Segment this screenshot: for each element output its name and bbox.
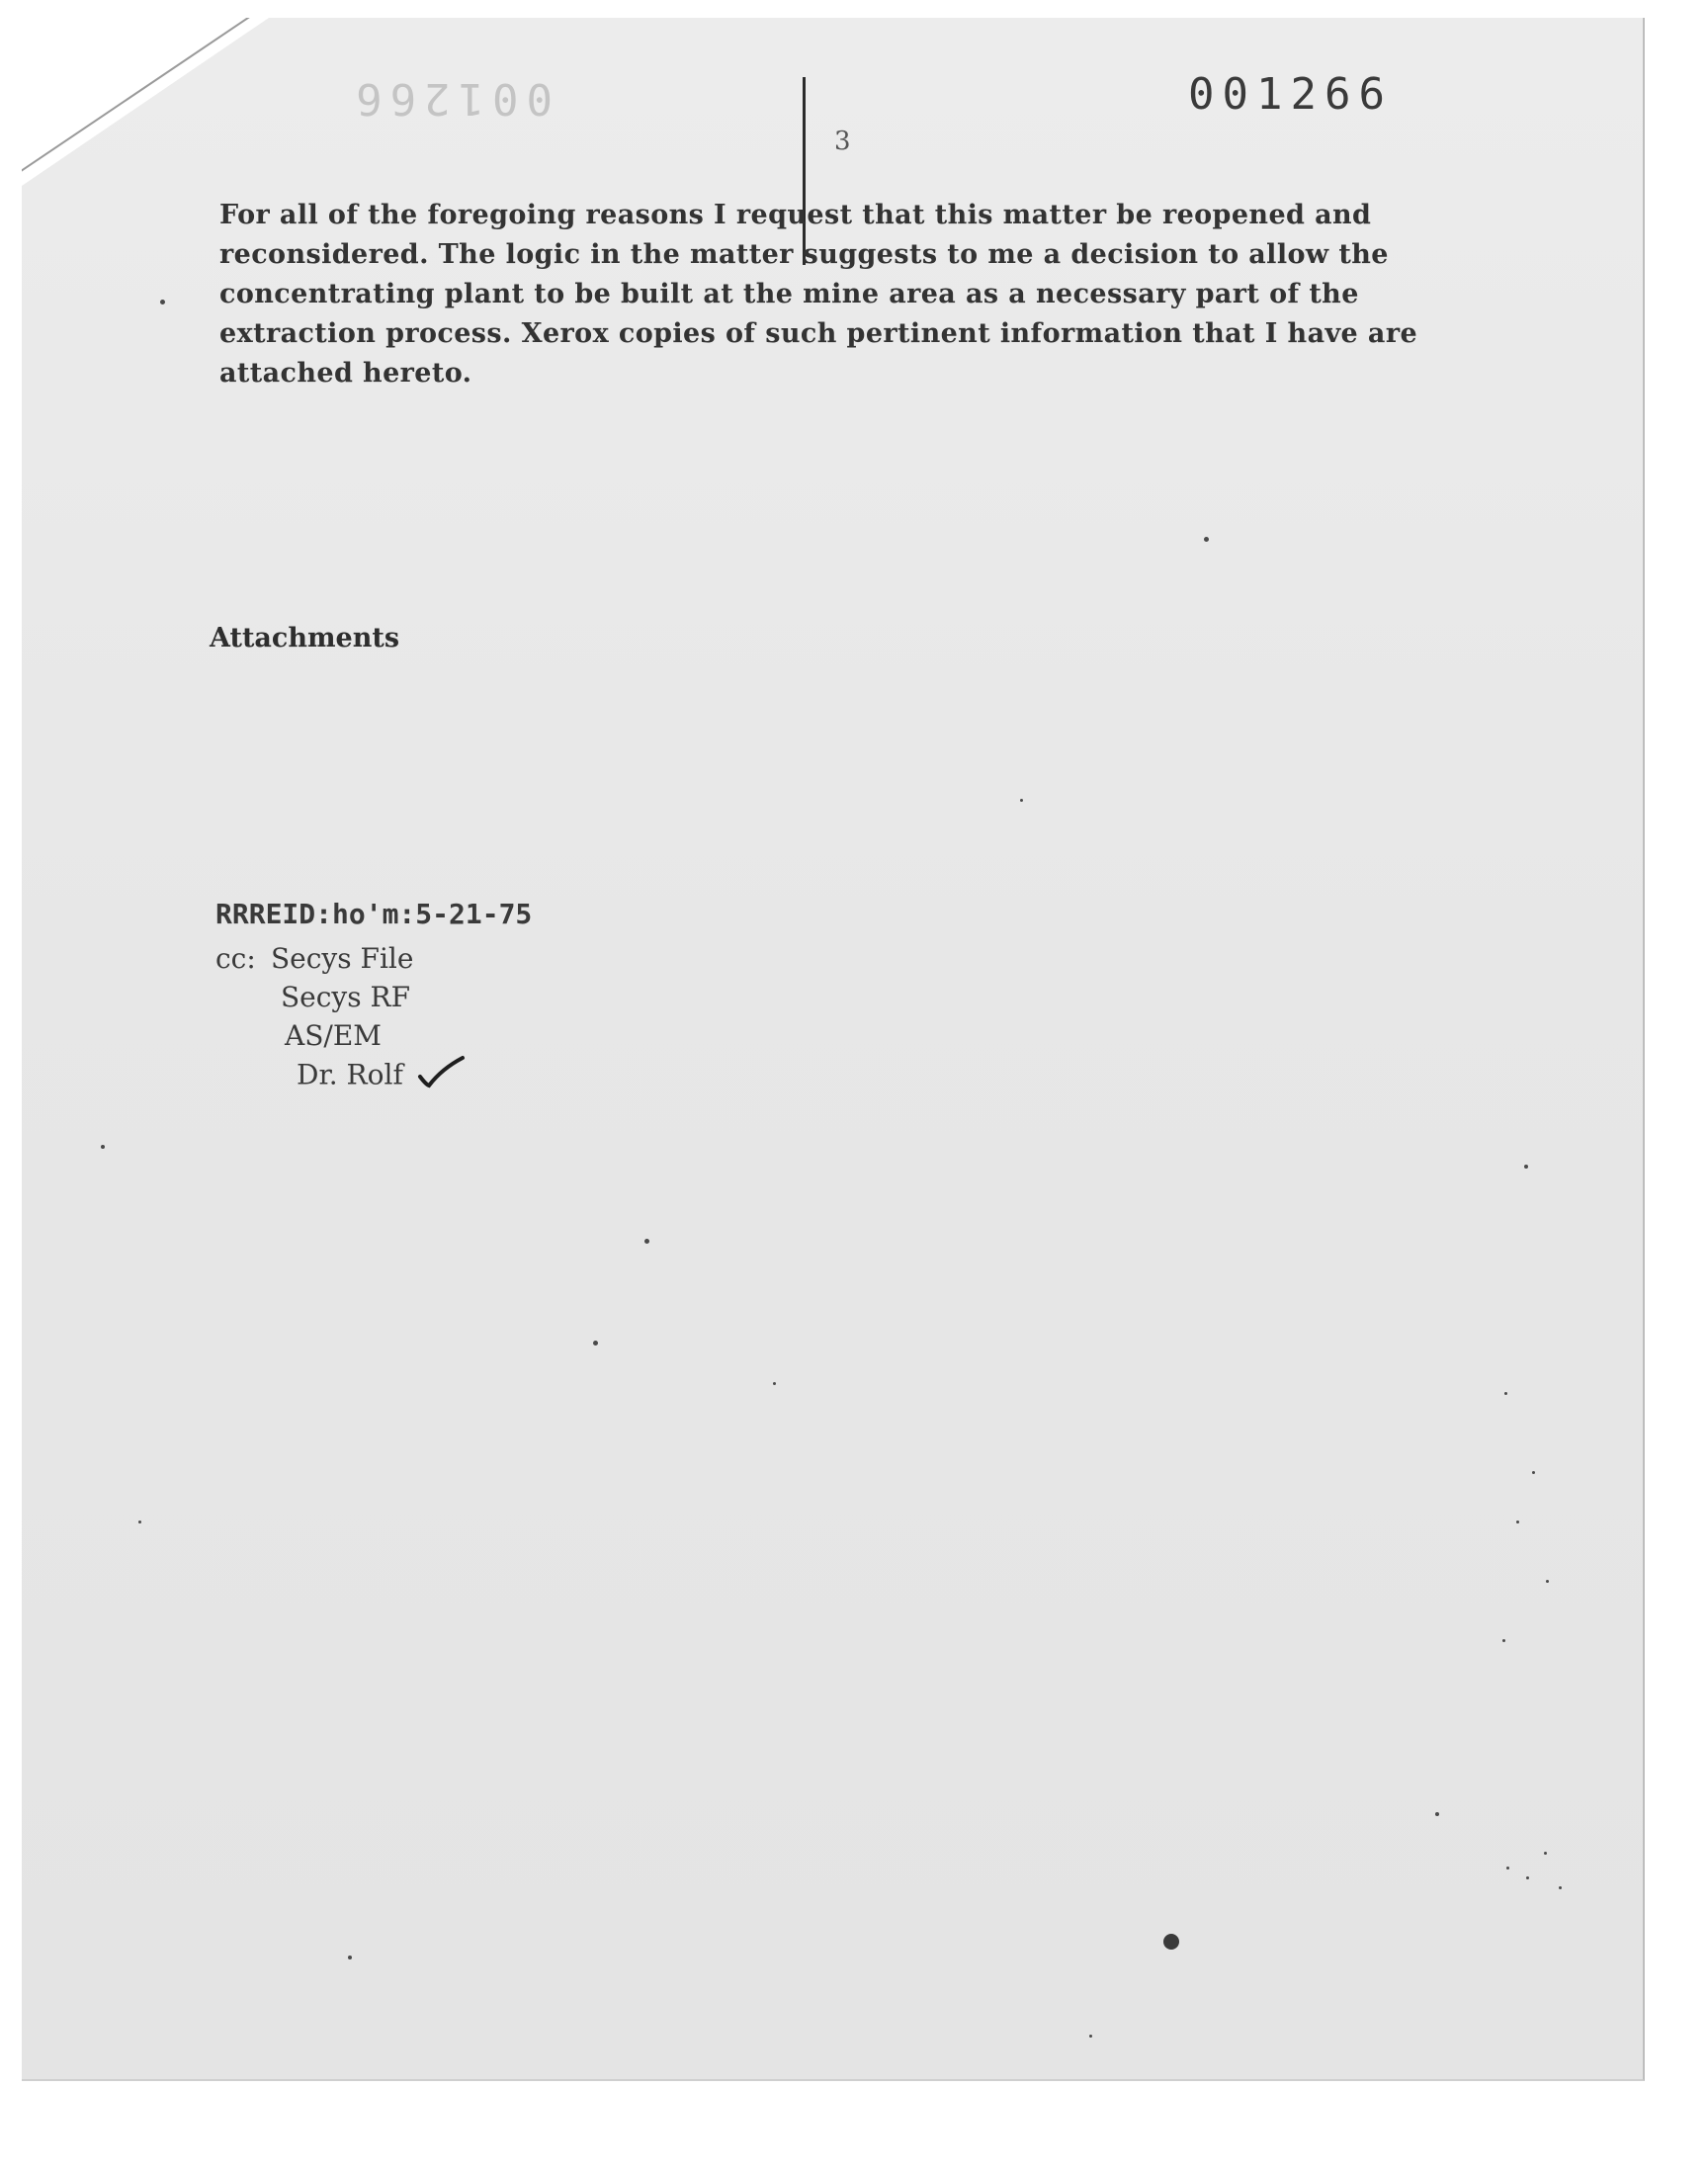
page-number: 3	[834, 127, 851, 156]
scan-speck	[101, 1145, 105, 1149]
scan-speck	[1506, 1867, 1509, 1870]
scan-speck	[348, 1956, 352, 1959]
scan-speck	[773, 1382, 776, 1385]
cc-label: cc:	[215, 942, 256, 975]
scan-speck	[1544, 1852, 1547, 1855]
scan-speck	[138, 1521, 141, 1523]
checkmark-icon	[416, 1055, 466, 1098]
doc-number: 001266	[1188, 69, 1393, 120]
reference-line: RRREID:ho'm:5-21-75	[215, 898, 533, 930]
folded-corner	[22, 18, 269, 186]
cc-row	[215, 1055, 466, 1098]
body-paragraph: For all of the foregoing reasons I request that this matter be reopened and reconsidered. The logic in the matter suggests to me a decision to allow the concentrating plant to be built at the mine area as a necessary part of the extraction process. Xerox copies of such pertinent information that I have are attached hereto.	[219, 200, 1418, 389]
scan-speck	[160, 300, 165, 304]
scan-speck	[1502, 1639, 1505, 1642]
scan-speck	[1163, 1934, 1179, 1950]
bleed-through-doc-number: 001266	[348, 73, 553, 124]
scan-speck	[1089, 2035, 1092, 2038]
cc-row	[215, 978, 466, 1016]
cc-row	[215, 939, 466, 978]
scan-speck	[1532, 1471, 1535, 1474]
scan-speck	[1559, 1886, 1562, 1889]
scan-speck	[1020, 799, 1023, 802]
scan-speck	[593, 1341, 598, 1346]
document-page	[22, 18, 1645, 2081]
cc-row	[215, 1016, 466, 1055]
cc-recipient: Secys RF	[281, 981, 411, 1013]
cc-recipient: AS/EM	[285, 1019, 382, 1052]
scan-speck	[1204, 537, 1209, 542]
scan-speck	[1504, 1392, 1507, 1395]
scan-speck	[1526, 1876, 1529, 1879]
scan-speck	[644, 1239, 649, 1244]
attachments-label: Attachments	[210, 623, 400, 653]
scan-speck	[1524, 1165, 1528, 1169]
cc-recipient: Dr. Rolf	[297, 1058, 403, 1091]
scan-speck	[1435, 1812, 1439, 1816]
cc-block	[215, 939, 466, 1098]
scan-speck	[1546, 1580, 1549, 1583]
scan-speck	[1516, 1521, 1519, 1523]
cc-recipient: Secys File	[271, 942, 414, 975]
